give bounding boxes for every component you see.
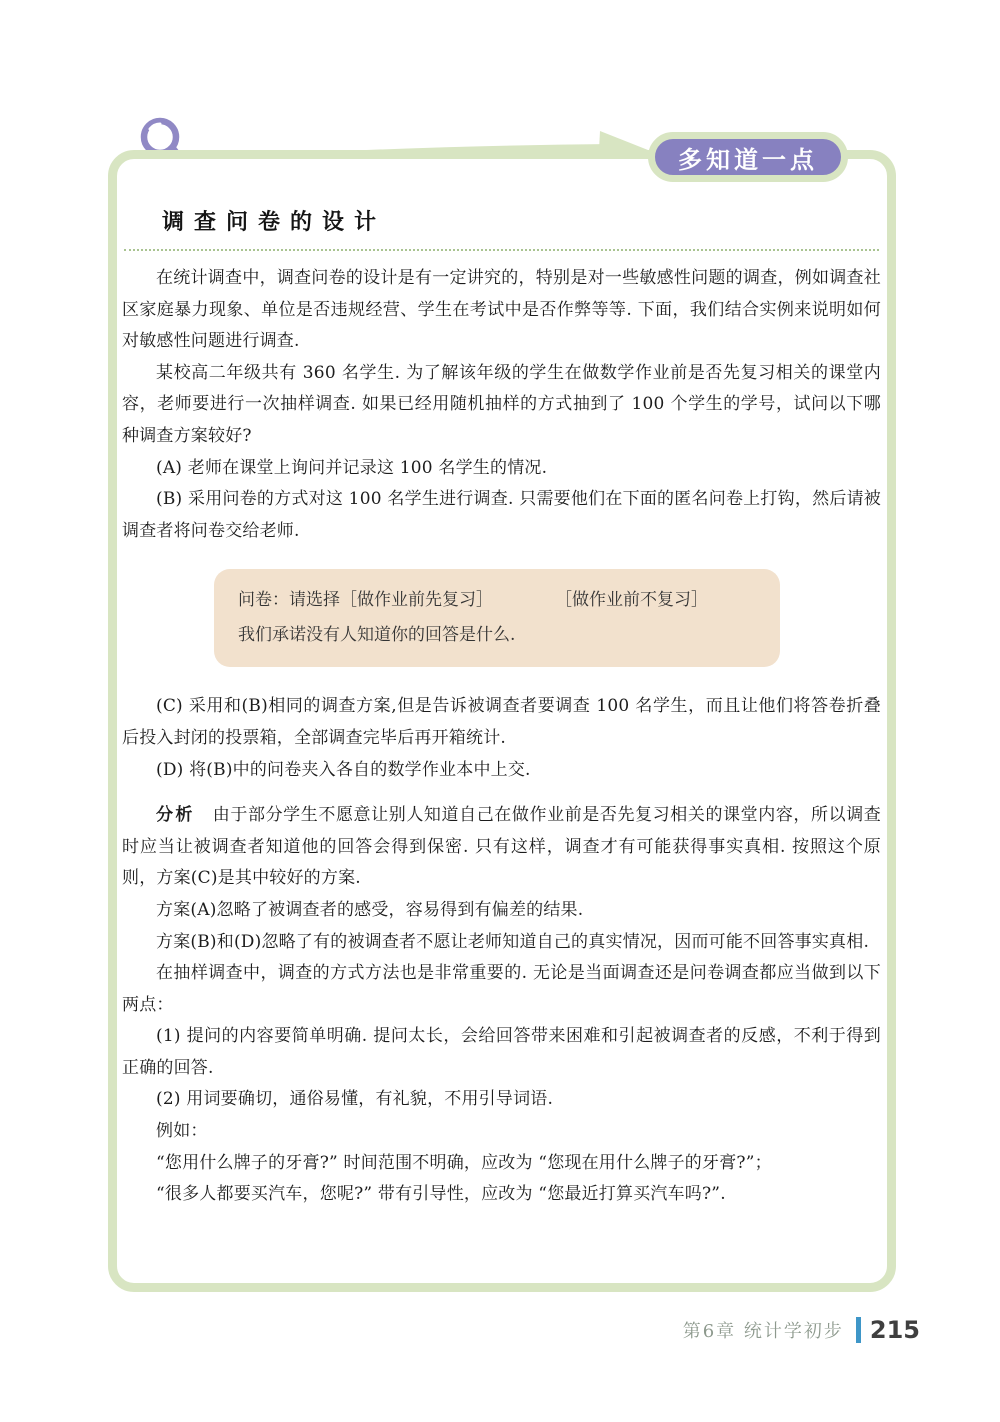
footer-chapter-title: 第6章 统计学初步 (682, 1321, 844, 1342)
paragraph-plan-a: 方案(A)忽略了被调查者的感受，容易得到有偏差的结果. (156, 899, 584, 920)
option-d: (D) 将(B)中的问卷夹入各自的数学作业本中上交. (156, 759, 531, 780)
paragraph-intro-2: 某校高二年级共有 360 名学生. 为了解该年级的学生在做数学作业前是否先复习相关的课堂内容，老师要进行一次抽样调查. 如果已经用随机抽样的方式抽到了 100 个学生的学号，试问以下哪种调查方案较好? (122, 362, 881, 446)
questionnaire-box (214, 569, 780, 667)
questionnaire-line-1 (238, 583, 756, 618)
footer-page-number: 215 (869, 1316, 920, 1344)
title-dotted-rule (124, 249, 879, 251)
page-footer (683, 1316, 920, 1344)
questionnaire-choice-2: ［做作业前不复习］ (555, 590, 708, 611)
footer-divider-bar (856, 1317, 861, 1343)
paragraph-example-1: “您用什么牌子的牙膏?” 时间范围不明确，应改为 “您现在用什么牌子的牙膏?”； (156, 1152, 772, 1173)
questionnaire-choice-1: 问卷：请选择［做作业前先复习］ (238, 590, 493, 611)
questionnaire-line-2: 我们承诺没有人知道你的回答是什么. (238, 625, 516, 646)
analysis-label: 分析 (156, 805, 195, 826)
paragraph-example-label: 例如： (156, 1121, 208, 1142)
paragraph-point-2: (2) 用词要确切，通俗易懂，有礼貌，不用引导词语. (156, 1089, 554, 1110)
content-frame (108, 150, 896, 1292)
option-c: (C) 采用和(B)相同的调查方案,但是告诉被调查者要调查 100 名学生，而且让他们将答卷折叠后投入封闭的投票箱，全部调查完毕后再开箱统计. (122, 696, 881, 748)
analysis-paragraph (122, 800, 881, 895)
paragraph-intro-1: 在统计调查中，调查问卷的设计是有一定讲究的，特别是对一些敏感性问题的调查，例如调查社区家庭暴力现象、单位是否违规经营、学生在考试中是否作弊等等. 下面，我们结合实例来说明如何对敏感性问题进行调查. (122, 268, 881, 352)
analysis-text: 由于部分学生不愿意让别人知道自己在做作业前是否先复习相关的课堂内容，所以调查时应当让被调查者知道他的回答会得到保密. 只有这样，调查才有可能获得事实真相. 按照这个原则，方案(C)是其中较好的方案. (122, 805, 881, 889)
paragraph-method: 在抽样调查中，调查的方式方法也是非常重要的. 无论是当面调查还是问卷调查都应当做到以下两点： (122, 963, 881, 1015)
know-more-badge (648, 132, 848, 182)
paragraph-plan-bd: 方案(B)和(D)忽略了有的被调查者不愿让老师知道自己的真实情况，因而可能不回答事实真相. (156, 931, 870, 952)
paragraph-point-1: (1) 提问的内容要简单明确. 提问太长，会给回答带来困难和引起被调查者的反感，不利于得到正确的回答. (122, 1026, 881, 1078)
frame-inner (117, 159, 887, 1211)
paragraph-example-2: “很多人都要买汽车，您呢?” 带有引导性，应改为 “您最近打算买汽车吗?”. (156, 1184, 726, 1205)
option-a: (A) 老师在课堂上询问并记录这 100 名学生的情况. (156, 457, 548, 478)
option-b: (B) 采用问卷的方式对这 100 名学生进行调查. 只需要他们在下面的匿名问卷上打钩，然后请被调查者将问卷交给老师. (122, 489, 881, 541)
know-more-badge-label: 多知道一点 (678, 145, 818, 174)
section-title: 调查问卷的设计 (162, 210, 387, 235)
